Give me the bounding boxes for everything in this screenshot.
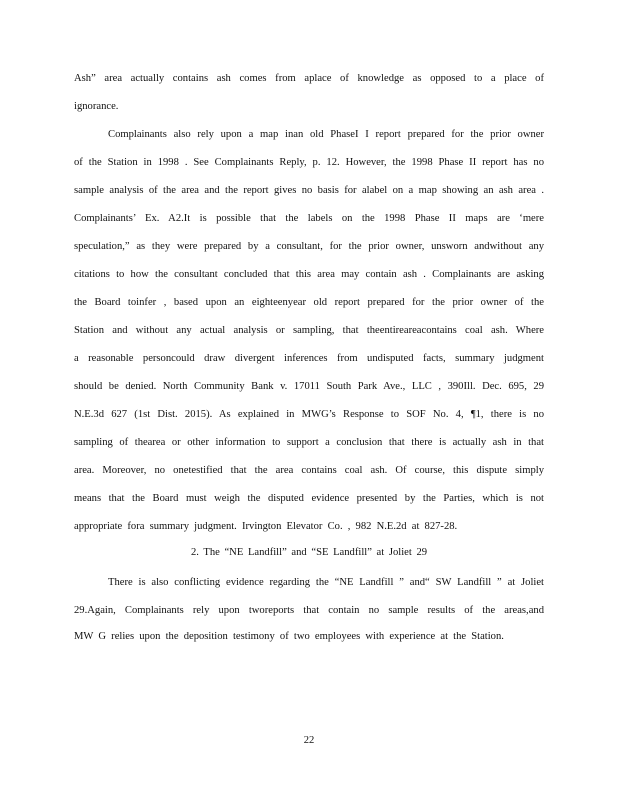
text-line: 29.Again, Complainants rely upon tworeports that contain no sample results of the areas,and (74, 605, 544, 616)
section-heading: 2. The “NE Landfill” and “SE Landfill” at Joliet 29 (190, 547, 428, 558)
text-line: Station and without any actual analysis or sampling, that theentireareacontains coal ash. Where (74, 325, 544, 336)
text-line: speculation,” as they were prepared by a consultant, for the prior owner, unsworn andwithout any (74, 241, 544, 252)
text-line: area. Moreover, no onetestified that the area contains coal ash. Of course, this dispute simply (74, 465, 544, 476)
text-line: should be denied. North Community Bank v. 17011 South Park Ave., LLC , 390Ill. Dec. 695, 29 (74, 381, 544, 392)
page-number: 22 (303, 735, 315, 746)
text-line: Ash” area actually contains ash comes from aplace of knowledge as opposed to a place of (74, 73, 544, 84)
text-line: sample analysis of the area and the report gives no basis for alabel on a map showing an ash area . (74, 185, 544, 196)
text-line: citations to how the consultant concluded that this area may contain ash . Complainants are asking (74, 269, 544, 280)
text-line: N.E.3d 627 (1st Dist. 2015). As explained in MWG’s Response to SOF No. 4, ¶1, there is no (74, 409, 544, 420)
text-line: Complainants also rely upon a map inan old PhaseI I report prepared for the prior owner (108, 129, 544, 140)
text-line: ignorance. (74, 101, 119, 112)
text-line: a reasonable personcould draw divergent inferences from undisputed facts, summary judgment (74, 353, 544, 364)
text-line: MW G relies upon the deposition testimony of two employees with experience at the Station. (74, 631, 504, 642)
text-line: Complainants’ Ex. A2.It is possible that the labels on the 1998 Phase II maps are ‘mere (74, 213, 544, 224)
text-line: the Board toinfer , based upon an eighteenyear old report prepared for the prior owner of the (74, 297, 544, 308)
text-line: of the Station in 1998 . See Complainants Reply, p. 12. However, the 1998 Phase II report has no (74, 157, 544, 168)
text-line: appropriate fora summary judgment. Irvington Elevator Co. , 982 N.E.2d at 827-28. (74, 521, 458, 532)
text-line: means that the Board must weigh the disputed evidence presented by the Parties, which is not (74, 493, 544, 504)
text-line: sampling of thearea or other information to support a conclusion that there is actually ash in that (74, 437, 544, 448)
text-line: There is also conflicting evidence regarding the “NE Landfill ” and“ SW Landfill ” at Joliet (108, 577, 544, 588)
